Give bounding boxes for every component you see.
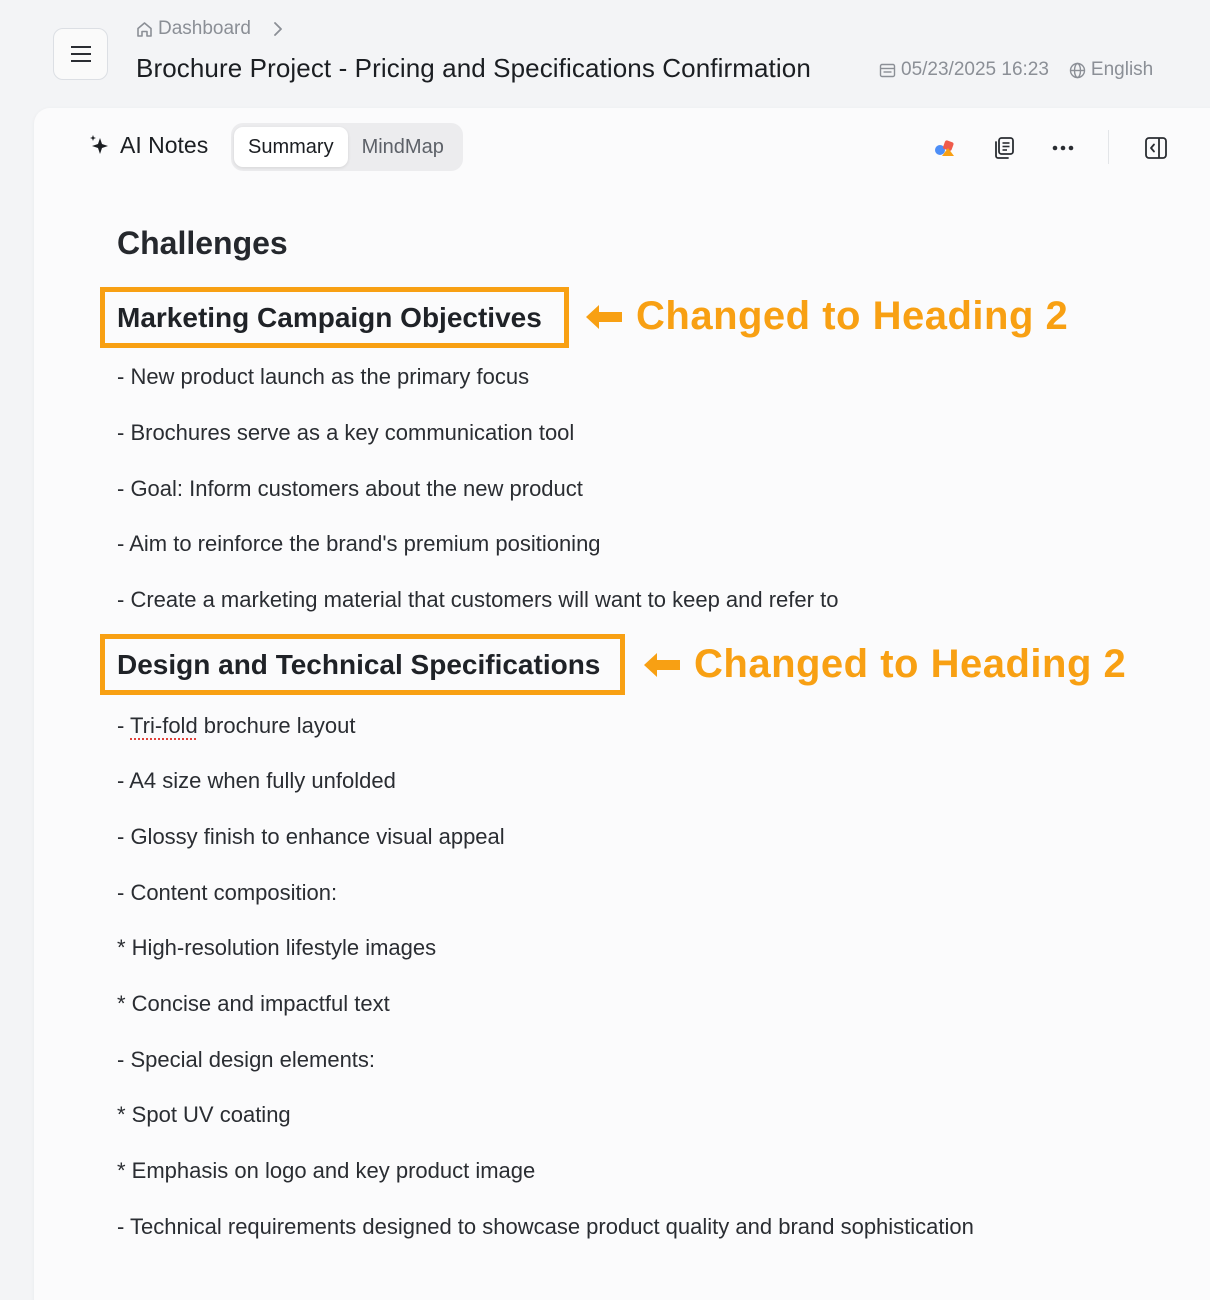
list-item: * Emphasis on logo and key product image bbox=[117, 1158, 536, 1183]
list-item: * High-resolution lifestyle images bbox=[117, 935, 437, 960]
meta-info bbox=[879, 57, 1153, 83]
list-item: - A4 size when fully unfolded bbox=[117, 768, 396, 793]
list-item: * Concise and impactful text bbox=[117, 991, 390, 1016]
list-item: - Create a marketing material that customers will want to keep and refer to bbox=[117, 587, 839, 612]
hamburger-icon bbox=[70, 45, 92, 63]
heading-challenges: Challenges bbox=[117, 225, 288, 261]
breadcrumb-dashboard-link[interactable]: Dashboard bbox=[158, 18, 251, 39]
globe-icon bbox=[1069, 62, 1086, 79]
breadcrumb bbox=[136, 16, 285, 42]
language-selector[interactable] bbox=[1069, 59, 1153, 81]
list-item: - Glossy finish to enhance visual appeal bbox=[117, 824, 505, 849]
arrow-left-icon bbox=[642, 650, 682, 680]
sidebar-collapse-icon bbox=[1143, 135, 1169, 161]
list-item-rest: brochure layout bbox=[197, 713, 356, 738]
list-item-prefix: - bbox=[117, 713, 131, 738]
list-item: - Content composition: bbox=[117, 880, 338, 905]
ai-notes-text: AI Notes bbox=[120, 132, 209, 158]
sparkle-icon bbox=[88, 133, 114, 159]
copy-button[interactable] bbox=[989, 133, 1019, 163]
list-item: * Spot UV coating bbox=[117, 1102, 291, 1127]
language-label: English bbox=[1090, 59, 1154, 80]
menu-button[interactable] bbox=[53, 28, 108, 80]
colorful-shapes-icon bbox=[932, 135, 958, 161]
tab-summary[interactable]: Summary bbox=[234, 127, 348, 167]
copy-icon bbox=[991, 135, 1017, 161]
list-item: - Special design elements: bbox=[117, 1047, 376, 1072]
tab-mindmap[interactable]: MindMap bbox=[361, 135, 444, 158]
arrow-left-icon bbox=[584, 302, 624, 332]
list-item: - Aim to reinforce the brand's premium positioning bbox=[117, 531, 601, 556]
list-item: - Goal: Inform customers about the new product bbox=[117, 476, 583, 501]
section-heading-box bbox=[100, 634, 625, 695]
annotation bbox=[584, 294, 1068, 339]
section-heading-box bbox=[100, 287, 569, 348]
page-title: Brochure Project - Pricing and Specifications Confirmation bbox=[136, 53, 811, 83]
share-button[interactable] bbox=[930, 133, 960, 163]
list-item: - Technical requirements designed to showcase product quality and brand sophistication bbox=[117, 1214, 974, 1239]
list-item: - New product launch as the primary focus bbox=[117, 364, 530, 389]
list-item bbox=[117, 713, 355, 739]
more-button[interactable] bbox=[1048, 133, 1078, 163]
notes-panel bbox=[34, 108, 1210, 1300]
spellcheck-word: Tri-fold bbox=[130, 713, 198, 738]
home-icon bbox=[136, 21, 153, 38]
list-item: - Brochures serve as a key communication tool bbox=[117, 420, 575, 445]
toolbar-divider bbox=[1108, 130, 1109, 164]
section-heading: Marketing Campaign Objectives bbox=[117, 301, 542, 333]
annotation-text: Changed to Heading 2 bbox=[694, 642, 1127, 686]
view-toggle bbox=[231, 123, 463, 171]
calendar-icon bbox=[879, 62, 896, 79]
more-horizontal-icon bbox=[1050, 135, 1076, 161]
annotation-text: Changed to Heading 2 bbox=[636, 294, 1069, 338]
annotation bbox=[642, 642, 1126, 687]
datetime: 05/23/2025 16:23 bbox=[901, 59, 1049, 80]
collapse-panel-button[interactable] bbox=[1141, 133, 1171, 163]
chevron-right-icon bbox=[271, 22, 285, 36]
section-heading: Design and Technical Specifications bbox=[117, 648, 601, 680]
ai-notes-label bbox=[88, 132, 208, 159]
